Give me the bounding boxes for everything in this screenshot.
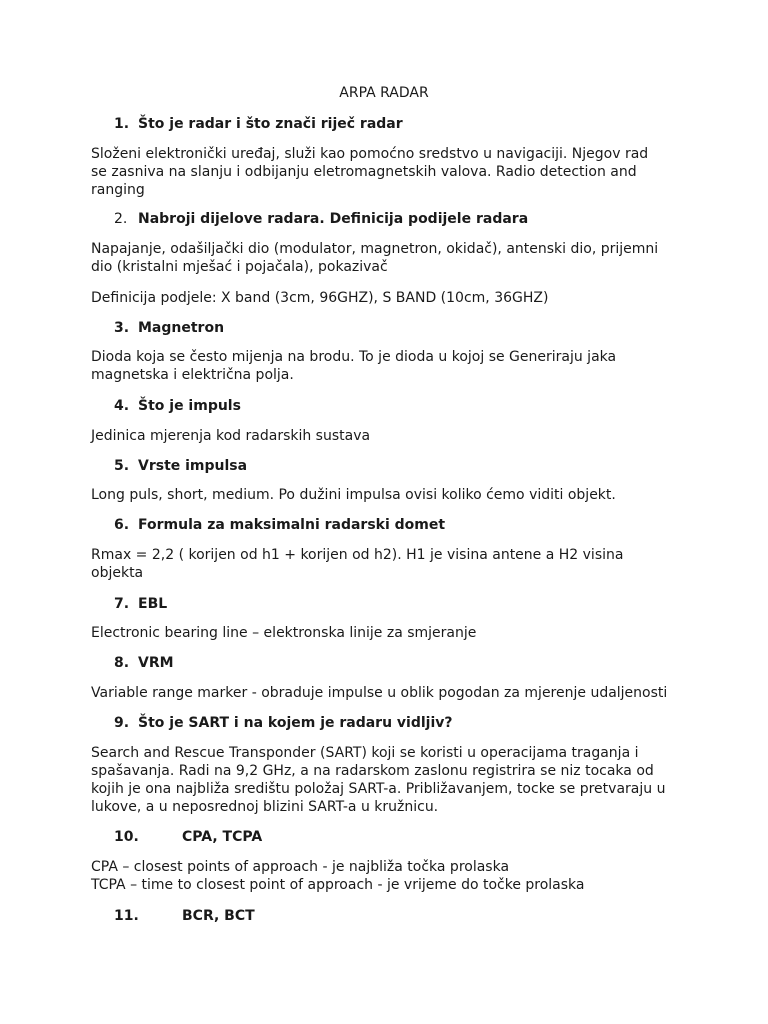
question-heading	[114, 397, 241, 415]
answer-paragraph	[91, 145, 691, 199]
question-heading	[114, 907, 255, 925]
question-number: 4.	[114, 398, 130, 414]
question-heading	[114, 516, 445, 534]
answer-line: spašavanja. Radi na 9,2 GHz, a na radarskom zaslonu registrira se niz tocaka od	[91, 763, 654, 779]
question-number: 9.	[114, 715, 130, 731]
question-heading	[114, 654, 174, 672]
question-text: Formula za maksimalni radarski domet	[138, 517, 446, 533]
answer-line: lukove, a u neposrednoj blizini SART-a u kružnicu.	[91, 799, 439, 815]
document-title: ARPA RADAR	[339, 85, 429, 101]
answer-paragraph	[91, 348, 691, 384]
answer-paragraph	[91, 858, 691, 894]
question-text: BCR, BCT	[182, 908, 255, 924]
answer-line: Složeni elektronički uređaj, služi kao pomoćno sredstvo u navigaciji. Njegov rad	[91, 146, 649, 162]
answer-paragraph	[91, 546, 691, 582]
answer-line: Rmax = 2,2 ( korijen od h1 + korijen od h2). H1 je visina antene a H2 visina	[91, 547, 624, 563]
question-number: 6.	[114, 517, 130, 533]
question-number: 7.	[114, 596, 130, 612]
question-heading	[114, 828, 262, 846]
answer-line: Napajanje, odašiljački dio (modulator, magnetron, okidač), antenski dio, prijemni	[91, 241, 659, 257]
question-number: 1.	[114, 116, 130, 132]
answer-paragraph	[91, 289, 691, 307]
question-text: VRM	[138, 655, 174, 671]
answer-line: Variable range marker - obraduje impulse u oblik pogodan za mjerenje udaljenosti	[91, 685, 668, 701]
question-text: Što je impuls	[138, 398, 241, 414]
answer-line: se zasniva na slanju i odbijanju eletromagnetskih valova. Radio detection and	[91, 164, 637, 180]
answer-paragraph	[91, 427, 691, 445]
question-text: CPA, TCPA	[182, 829, 263, 845]
answer-line: Jedinica mjerenja kod radarskih sustava	[91, 428, 371, 444]
question-text: Što je SART i na kojem je radaru vidljiv?	[138, 715, 453, 731]
answer-paragraph	[91, 744, 691, 816]
question-heading	[114, 319, 224, 337]
answer-line: ranging	[91, 182, 145, 198]
answer-line: Search and Rescue Transponder (SART) koji se koristi u operacijama traganja i	[91, 745, 639, 761]
question-number: 2.	[114, 211, 128, 227]
question-heading	[114, 115, 403, 133]
question-number: 3.	[114, 320, 130, 336]
question-number: 11.	[114, 908, 139, 924]
answer-line: Long puls, short, medium. Po dužini impulsa ovisi koliko ćemo viditi objekt.	[91, 487, 616, 503]
answer-line: Electronic bearing line – elektronska linije za smjeranje	[91, 625, 477, 641]
question-number: 10.	[114, 829, 139, 845]
answer-paragraph	[91, 684, 691, 702]
answer-line: dio (kristalni mješać i pojačala), pokazivač	[91, 259, 388, 275]
question-number: 8.	[114, 655, 130, 671]
answer-line: Definicija podjele: X band (3cm, 96GHZ), S BAND (10cm, 36GHZ)	[91, 290, 549, 306]
question-text: EBL	[138, 596, 168, 612]
answer-line: objekta	[91, 565, 144, 581]
answer-paragraph	[91, 240, 691, 276]
question-heading	[114, 714, 453, 732]
question-number: 5.	[114, 458, 130, 474]
answer-line: Dioda koja se često mijenja na brodu. To je dioda u kojoj se Generiraju jaka	[91, 349, 617, 365]
question-heading	[114, 210, 528, 228]
question-text: Vrste impulsa	[138, 458, 248, 474]
answer-line: CPA – closest points of approach - je najbliža točka prolaska	[91, 859, 510, 875]
question-text: Što je radar i što znači riječ radar	[138, 116, 403, 132]
answer-paragraph	[91, 486, 691, 504]
question-text: Magnetron	[138, 320, 225, 336]
answer-line: TCPA – time to closest point of approach - je vrijeme do točke prolaska	[91, 877, 585, 893]
question-text: Nabroji dijelove radara. Definicija podijele radara	[138, 211, 529, 227]
question-heading	[114, 595, 167, 613]
answer-paragraph	[91, 624, 691, 642]
answer-line: kojih je ona najbliža središtu položaj SART-a. Približavanjem, tocke se pretvaraju u	[91, 781, 666, 797]
question-heading	[114, 457, 247, 475]
answer-line: magnetska i električna polja.	[91, 367, 294, 383]
